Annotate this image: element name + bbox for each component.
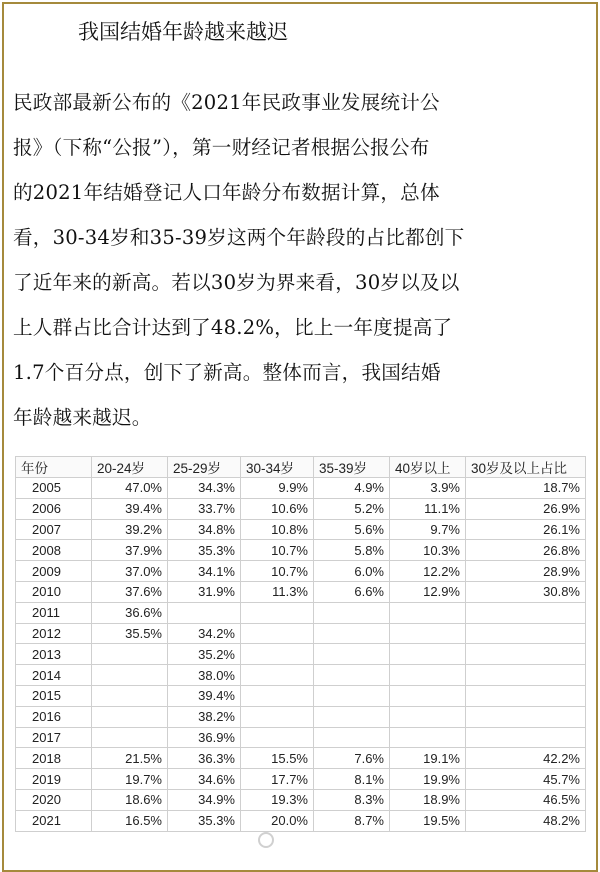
value-cell bbox=[92, 665, 168, 686]
table-row bbox=[16, 519, 586, 540]
value-cell bbox=[314, 685, 390, 706]
table-row bbox=[16, 789, 586, 810]
value-cell bbox=[390, 602, 466, 623]
value-cell bbox=[92, 644, 168, 665]
value-cell: 18.6% bbox=[92, 789, 168, 810]
value-cell: 19.5% bbox=[390, 810, 466, 831]
value-cell bbox=[314, 665, 390, 686]
value-cell: 37.9% bbox=[92, 540, 168, 561]
value-cell bbox=[390, 685, 466, 706]
value-cell: 4.9% bbox=[314, 478, 390, 499]
value-cell: 19.9% bbox=[390, 769, 466, 790]
value-cell: 30.8% bbox=[466, 581, 586, 602]
table-row bbox=[16, 602, 586, 623]
value-cell: 19.3% bbox=[241, 789, 314, 810]
article-body bbox=[13, 80, 585, 440]
table-row bbox=[16, 769, 586, 790]
value-cell: 34.8% bbox=[168, 519, 241, 540]
value-cell: 5.2% bbox=[314, 498, 390, 519]
value-cell: 16.5% bbox=[92, 810, 168, 831]
year-cell: 2007 bbox=[16, 519, 92, 540]
value-cell: 11.3% bbox=[241, 581, 314, 602]
value-cell: 34.6% bbox=[168, 769, 241, 790]
year-cell: 2006 bbox=[16, 498, 92, 519]
article-line: 年龄越来越迟。 bbox=[13, 406, 152, 429]
table-row bbox=[16, 561, 586, 582]
value-cell: 10.7% bbox=[241, 561, 314, 582]
value-cell: 18.9% bbox=[390, 789, 466, 810]
value-cell: 8.7% bbox=[314, 810, 390, 831]
value-cell: 9.9% bbox=[241, 478, 314, 499]
value-cell: 21.5% bbox=[92, 748, 168, 769]
value-cell: 31.9% bbox=[168, 581, 241, 602]
table-row bbox=[16, 685, 586, 706]
article-line: 民政部最新公布的《2021年民政事业发展统计公 bbox=[13, 91, 440, 114]
year-cell: 2013 bbox=[16, 644, 92, 665]
year-cell: 2021 bbox=[16, 810, 92, 831]
article-line: 的2021年结婚登记人口年龄分布数据计算，总体 bbox=[13, 181, 440, 204]
table-row bbox=[16, 498, 586, 519]
value-cell bbox=[314, 602, 390, 623]
value-cell: 45.7% bbox=[466, 769, 586, 790]
article-line: 1.7个百分点，创下了新高。整体而言，我国结婚 bbox=[13, 361, 441, 384]
value-cell: 5.8% bbox=[314, 540, 390, 561]
value-cell bbox=[314, 706, 390, 727]
table-row bbox=[16, 540, 586, 561]
table-header-row bbox=[16, 457, 586, 478]
value-cell bbox=[390, 706, 466, 727]
value-cell bbox=[92, 706, 168, 727]
value-cell: 39.4% bbox=[168, 685, 241, 706]
value-cell: 35.3% bbox=[168, 540, 241, 561]
column-header: 40岁以上 bbox=[390, 457, 466, 478]
value-cell bbox=[241, 665, 314, 686]
value-cell: 39.4% bbox=[92, 498, 168, 519]
column-header: 35-39岁 bbox=[314, 457, 390, 478]
value-cell bbox=[466, 727, 586, 748]
column-header: 25-29岁 bbox=[168, 457, 241, 478]
year-cell: 2018 bbox=[16, 748, 92, 769]
value-cell: 33.7% bbox=[168, 498, 241, 519]
table-row bbox=[16, 727, 586, 748]
value-cell: 6.0% bbox=[314, 561, 390, 582]
value-cell: 47.0% bbox=[92, 478, 168, 499]
value-cell: 3.9% bbox=[390, 478, 466, 499]
value-cell: 8.3% bbox=[314, 789, 390, 810]
value-cell: 48.2% bbox=[466, 810, 586, 831]
column-header: 30-34岁 bbox=[241, 457, 314, 478]
value-cell: 26.9% bbox=[466, 498, 586, 519]
value-cell: 19.7% bbox=[92, 769, 168, 790]
value-cell: 5.6% bbox=[314, 519, 390, 540]
year-cell: 2012 bbox=[16, 623, 92, 644]
value-cell: 34.2% bbox=[168, 623, 241, 644]
article-line: 报》（下称“公报”），第一财经记者根据公报公布 bbox=[13, 136, 430, 159]
year-cell: 2009 bbox=[16, 561, 92, 582]
column-header: 30岁及以上占比 bbox=[466, 457, 586, 478]
value-cell: 35.2% bbox=[168, 644, 241, 665]
value-cell bbox=[390, 665, 466, 686]
value-cell: 10.6% bbox=[241, 498, 314, 519]
value-cell: 10.7% bbox=[241, 540, 314, 561]
value-cell bbox=[314, 727, 390, 748]
page-title: 我国结婚年龄越来越迟 bbox=[78, 20, 288, 44]
value-cell bbox=[241, 602, 314, 623]
value-cell: 10.3% bbox=[390, 540, 466, 561]
table-row bbox=[16, 665, 586, 686]
value-cell bbox=[466, 623, 586, 644]
value-cell bbox=[241, 644, 314, 665]
value-cell bbox=[314, 644, 390, 665]
value-cell bbox=[314, 623, 390, 644]
value-cell: 18.7% bbox=[466, 478, 586, 499]
value-cell: 36.9% bbox=[168, 727, 241, 748]
value-cell: 35.5% bbox=[92, 623, 168, 644]
value-cell: 26.8% bbox=[466, 540, 586, 561]
year-cell: 2019 bbox=[16, 769, 92, 790]
value-cell: 17.7% bbox=[241, 769, 314, 790]
weibo-logo-icon bbox=[258, 832, 274, 848]
year-cell: 2011 bbox=[16, 602, 92, 623]
marriage-age-table bbox=[15, 456, 586, 832]
year-cell: 2020 bbox=[16, 789, 92, 810]
article-line: 上人群占比合计达到了48.2%，比上一年度提高了 bbox=[13, 316, 453, 339]
table-row bbox=[16, 478, 586, 499]
value-cell: 20.0% bbox=[241, 810, 314, 831]
value-cell bbox=[390, 644, 466, 665]
value-cell bbox=[466, 602, 586, 623]
year-cell: 2017 bbox=[16, 727, 92, 748]
table-row bbox=[16, 623, 586, 644]
value-cell: 12.9% bbox=[390, 581, 466, 602]
value-cell bbox=[241, 727, 314, 748]
value-cell: 37.0% bbox=[92, 561, 168, 582]
column-header: 20-24岁 bbox=[92, 457, 168, 478]
value-cell: 15.5% bbox=[241, 748, 314, 769]
value-cell bbox=[466, 706, 586, 727]
article-line: 了近年来的新高。若以30岁为界来看，30岁以及以 bbox=[13, 271, 460, 294]
value-cell: 35.3% bbox=[168, 810, 241, 831]
value-cell: 34.1% bbox=[168, 561, 241, 582]
value-cell: 38.2% bbox=[168, 706, 241, 727]
value-cell: 6.6% bbox=[314, 581, 390, 602]
value-cell: 36.3% bbox=[168, 748, 241, 769]
value-cell bbox=[466, 665, 586, 686]
column-header: 年份 bbox=[16, 457, 92, 478]
value-cell: 26.1% bbox=[466, 519, 586, 540]
value-cell bbox=[92, 727, 168, 748]
value-cell: 11.1% bbox=[390, 498, 466, 519]
article-line: 看，30-34岁和35-39岁这两个年龄段的占比都创下 bbox=[13, 226, 465, 249]
value-cell: 19.1% bbox=[390, 748, 466, 769]
table-row bbox=[16, 644, 586, 665]
value-cell: 9.7% bbox=[390, 519, 466, 540]
value-cell bbox=[241, 685, 314, 706]
value-cell: 46.5% bbox=[466, 789, 586, 810]
value-cell bbox=[92, 685, 168, 706]
year-cell: 2008 bbox=[16, 540, 92, 561]
weibo-watermark bbox=[258, 826, 348, 852]
value-cell bbox=[466, 685, 586, 706]
table-row bbox=[16, 706, 586, 727]
value-cell bbox=[241, 706, 314, 727]
value-cell: 39.2% bbox=[92, 519, 168, 540]
table-row bbox=[16, 581, 586, 602]
year-cell: 2010 bbox=[16, 581, 92, 602]
year-cell: 2015 bbox=[16, 685, 92, 706]
value-cell bbox=[390, 623, 466, 644]
value-cell: 38.0% bbox=[168, 665, 241, 686]
value-cell bbox=[168, 602, 241, 623]
year-cell: 2014 bbox=[16, 665, 92, 686]
value-cell: 42.2% bbox=[466, 748, 586, 769]
value-cell: 12.2% bbox=[390, 561, 466, 582]
value-cell: 34.3% bbox=[168, 478, 241, 499]
value-cell: 36.6% bbox=[92, 602, 168, 623]
value-cell: 37.6% bbox=[92, 581, 168, 602]
table-row bbox=[16, 748, 586, 769]
value-cell bbox=[466, 644, 586, 665]
value-cell bbox=[390, 727, 466, 748]
value-cell: 7.6% bbox=[314, 748, 390, 769]
value-cell: 10.8% bbox=[241, 519, 314, 540]
year-cell: 2016 bbox=[16, 706, 92, 727]
value-cell: 8.1% bbox=[314, 769, 390, 790]
value-cell: 28.9% bbox=[466, 561, 586, 582]
value-cell bbox=[241, 623, 314, 644]
year-cell: 2005 bbox=[16, 478, 92, 499]
value-cell: 34.9% bbox=[168, 789, 241, 810]
